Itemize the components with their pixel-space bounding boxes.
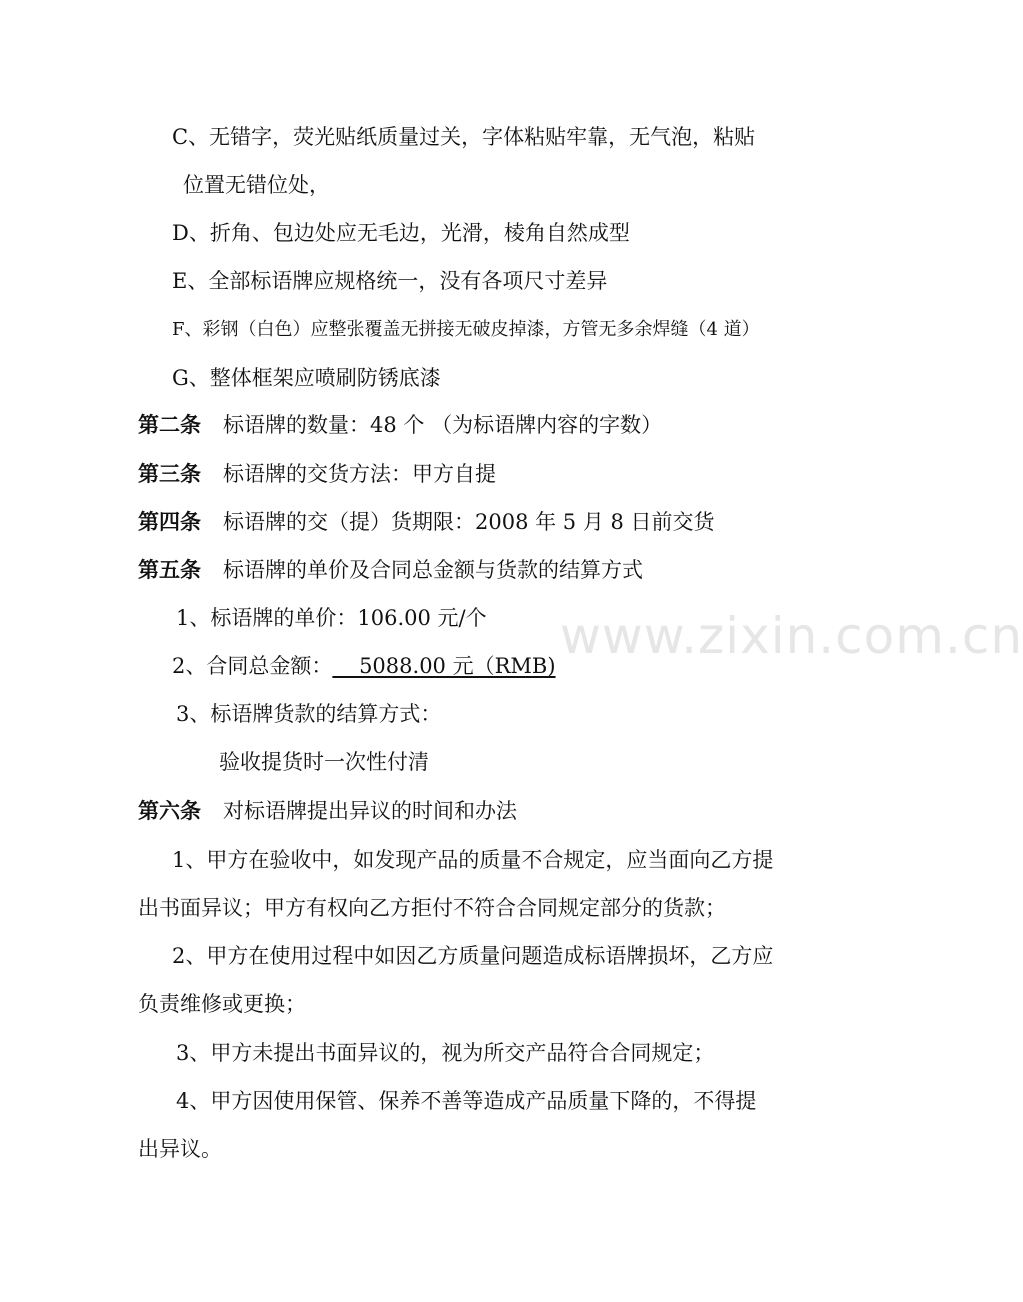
- article-5-item-2: [172, 651, 556, 681]
- item-c-line2: 位置无错位处，: [183, 173, 330, 197]
- article-2-heading: 第二条: [138, 412, 201, 437]
- article-3-heading: 第三条: [138, 461, 201, 486]
- item-e: E、全部标语牌应规格统一，没有各项尺寸差异: [172, 269, 608, 293]
- article-6-item-2-line1: 2、甲方在使用过程中如因乙方质量问题造成标语牌损坏，乙方应: [172, 944, 774, 968]
- total-amount-value: 5088.00 元（RMB): [332, 654, 556, 678]
- article-3-text: 标语牌的交货方法：甲方自提: [223, 462, 496, 486]
- article-4-heading: 第四条: [138, 509, 201, 534]
- item-g: G、整体框架应喷刷防锈底漆: [172, 366, 441, 390]
- article-6-heading: 第六条: [138, 798, 201, 823]
- article-6-item-1-line2: 出书面异议；甲方有权向乙方拒付不符合合同规定部分的货款；: [138, 896, 726, 920]
- total-amount-label: 2、合同总金额：: [172, 654, 333, 678]
- article-6-item-2-line2: 负责维修或更换；: [138, 992, 306, 1016]
- article-2: [138, 410, 662, 440]
- article-4-text: 标语牌的交（提）货期限：2008 年 5 月 8 日前交货: [223, 510, 715, 534]
- article-5-item-3: 3、标语牌货款的结算方式：: [176, 702, 442, 726]
- item-f: F、彩钢（白色）应整张覆盖无拼接无破皮掉漆，方管无多余焊缝（4 道）: [172, 319, 760, 340]
- article-4: [138, 507, 715, 537]
- article-2-text: 标语牌的数量：48 个 （为标语牌内容的字数）: [223, 413, 663, 437]
- item-d: D、折角、包边处应无毛边，光滑，棱角自然成型: [172, 221, 630, 245]
- article-5-text: 标语牌的单价及合同总金额与货款的结算方式: [223, 558, 643, 582]
- article-5-item-3-detail: 验收提货时一次性付清: [219, 750, 429, 774]
- article-5: [138, 555, 643, 585]
- article-3: [138, 459, 496, 489]
- article-6: [138, 796, 517, 826]
- article-6-item-4-line1: 4、甲方因使用保管、保养不善等造成产品质量下降的，不得提: [176, 1089, 757, 1113]
- item-c-line1: C、无错字，荧光贴纸质量过关，字体粘贴牢靠，无气泡，粘贴: [172, 125, 756, 149]
- article-5-heading: 第五条: [138, 557, 201, 582]
- article-6-item-1-line1: 1、甲方在验收中，如发现产品的质量不合规定，应当面向乙方提: [172, 848, 774, 872]
- article-6-item-3: 3、甲方未提出书面异议的，视为所交产品符合合同规定；: [176, 1041, 715, 1065]
- article-6-item-4-line2: 出异议。: [138, 1137, 222, 1161]
- article-6-text: 对标语牌提出异议的时间和办法: [223, 799, 517, 823]
- watermark: www.zixin.com.cn: [560, 607, 1023, 665]
- article-5-item-1: 1、标语牌的单价：106.00 元/个: [176, 606, 487, 630]
